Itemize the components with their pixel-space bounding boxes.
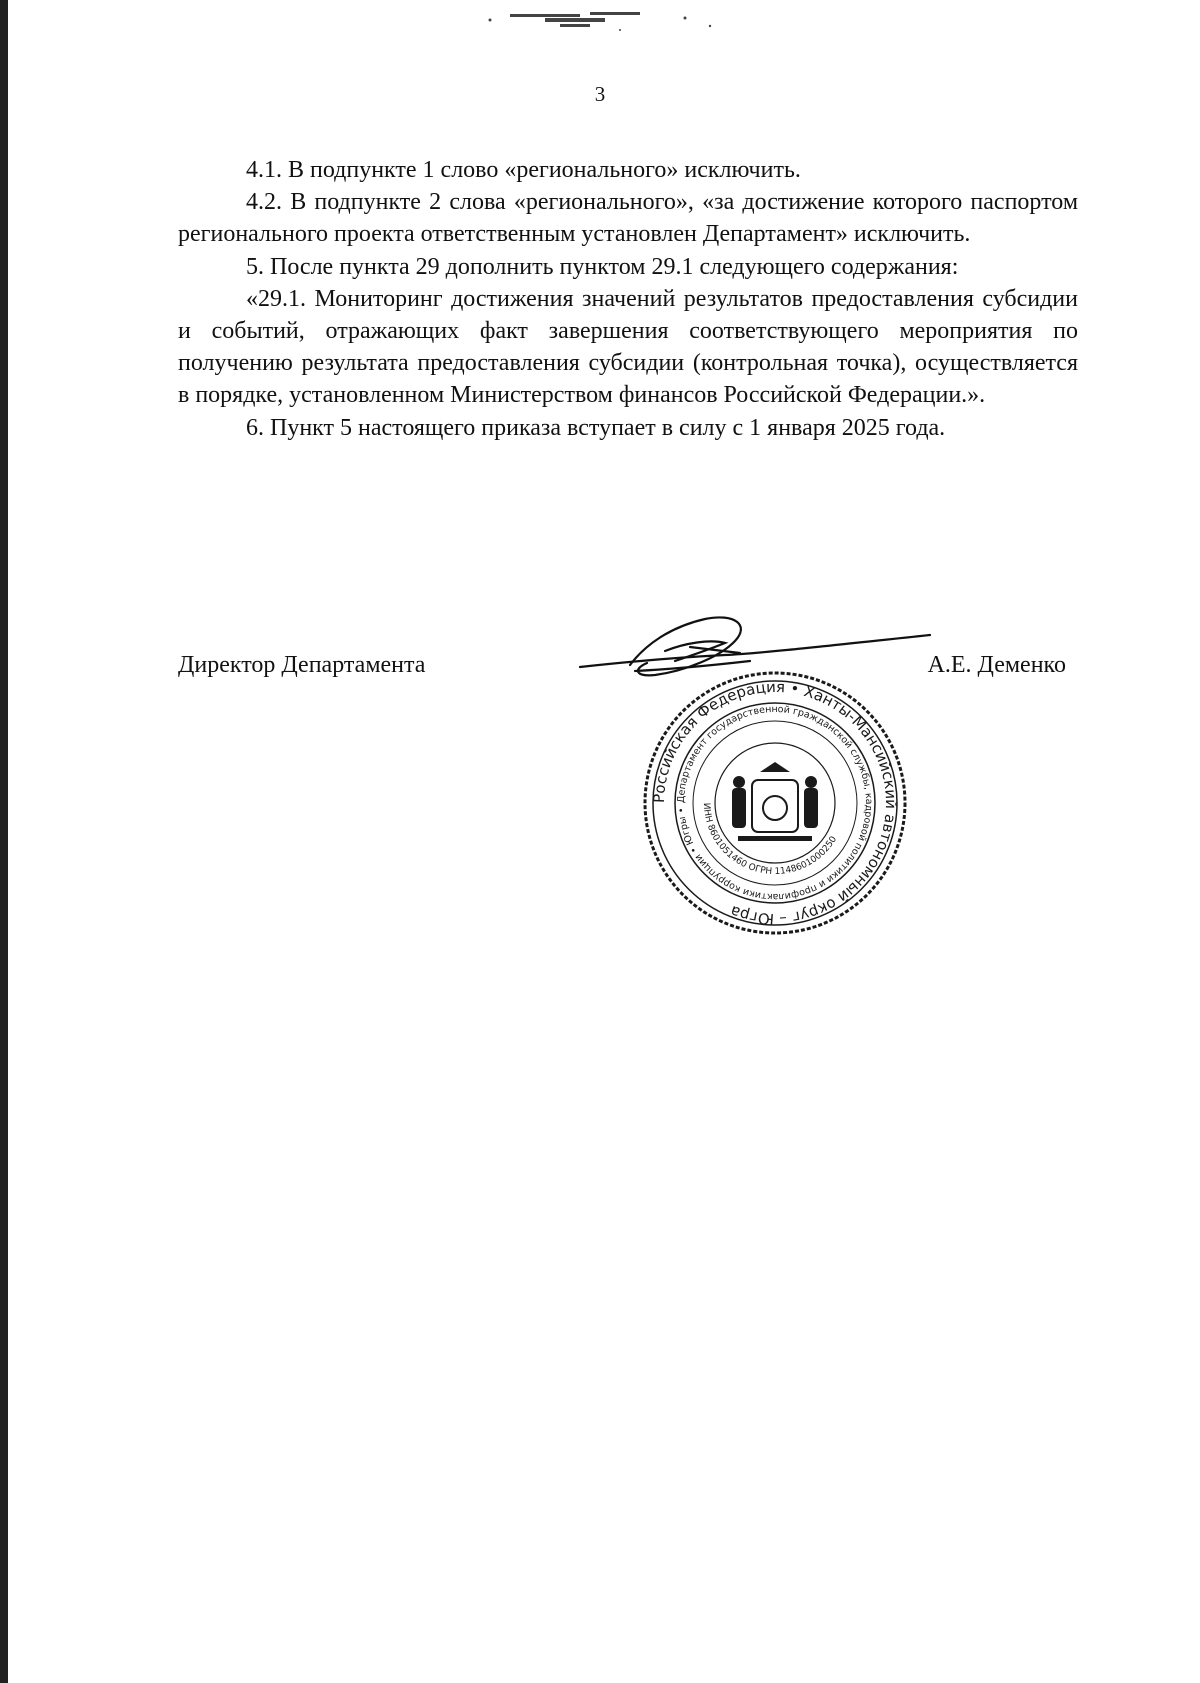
signer-name: А.Е. Деменко: [927, 652, 1066, 678]
paragraph-5: 5. После пункта 29 дополнить пунктом 29.1 следующего содержания:: [246, 253, 959, 280]
document-body: [178, 154, 1078, 444]
page-number: 3: [594, 82, 606, 106]
paragraph-6: 6. Пункт 5 настоящего приказа вступает в силу с 1 января 2025 года.: [246, 414, 946, 441]
seal-id-text: ИНН 8601051460 ОГРН 1148601000250: [700, 802, 840, 878]
seal-inner-text: Департамент государственной гражданской службы, кадровой политики и профилактики коррупции • Югры •: [675, 703, 875, 903]
official-seal: [640, 668, 910, 938]
paragraph-4-1: 4.1. В подпункте 1 слово «регионального» исключить.: [246, 157, 801, 183]
paragraph-29-1: «29.1. Мониторинг достижения значений результатов предоставления субсидии и событий, отражающих факт завершения соответствующего мероприятия по получению результата предоставления субсидии (контрольная точка), осуществляется в порядке, установленном Министерством финансов Российской Федерации.».: [178, 285, 1078, 409]
seal-outer-text: Российская Федерация • Ханты-Мансийский автономный округ – Югра: [649, 677, 901, 929]
paragraph-4-2: 4.2. В подпункте 2 слова «регионального», «за достижение которого паспортом регионального проекта ответственным установлен Департамент» исключить.: [178, 189, 1078, 248]
signer-title: Директор Департамента: [178, 652, 426, 678]
scan-binding-edge: [0, 0, 8, 1683]
scan-artifact: [470, 8, 750, 38]
